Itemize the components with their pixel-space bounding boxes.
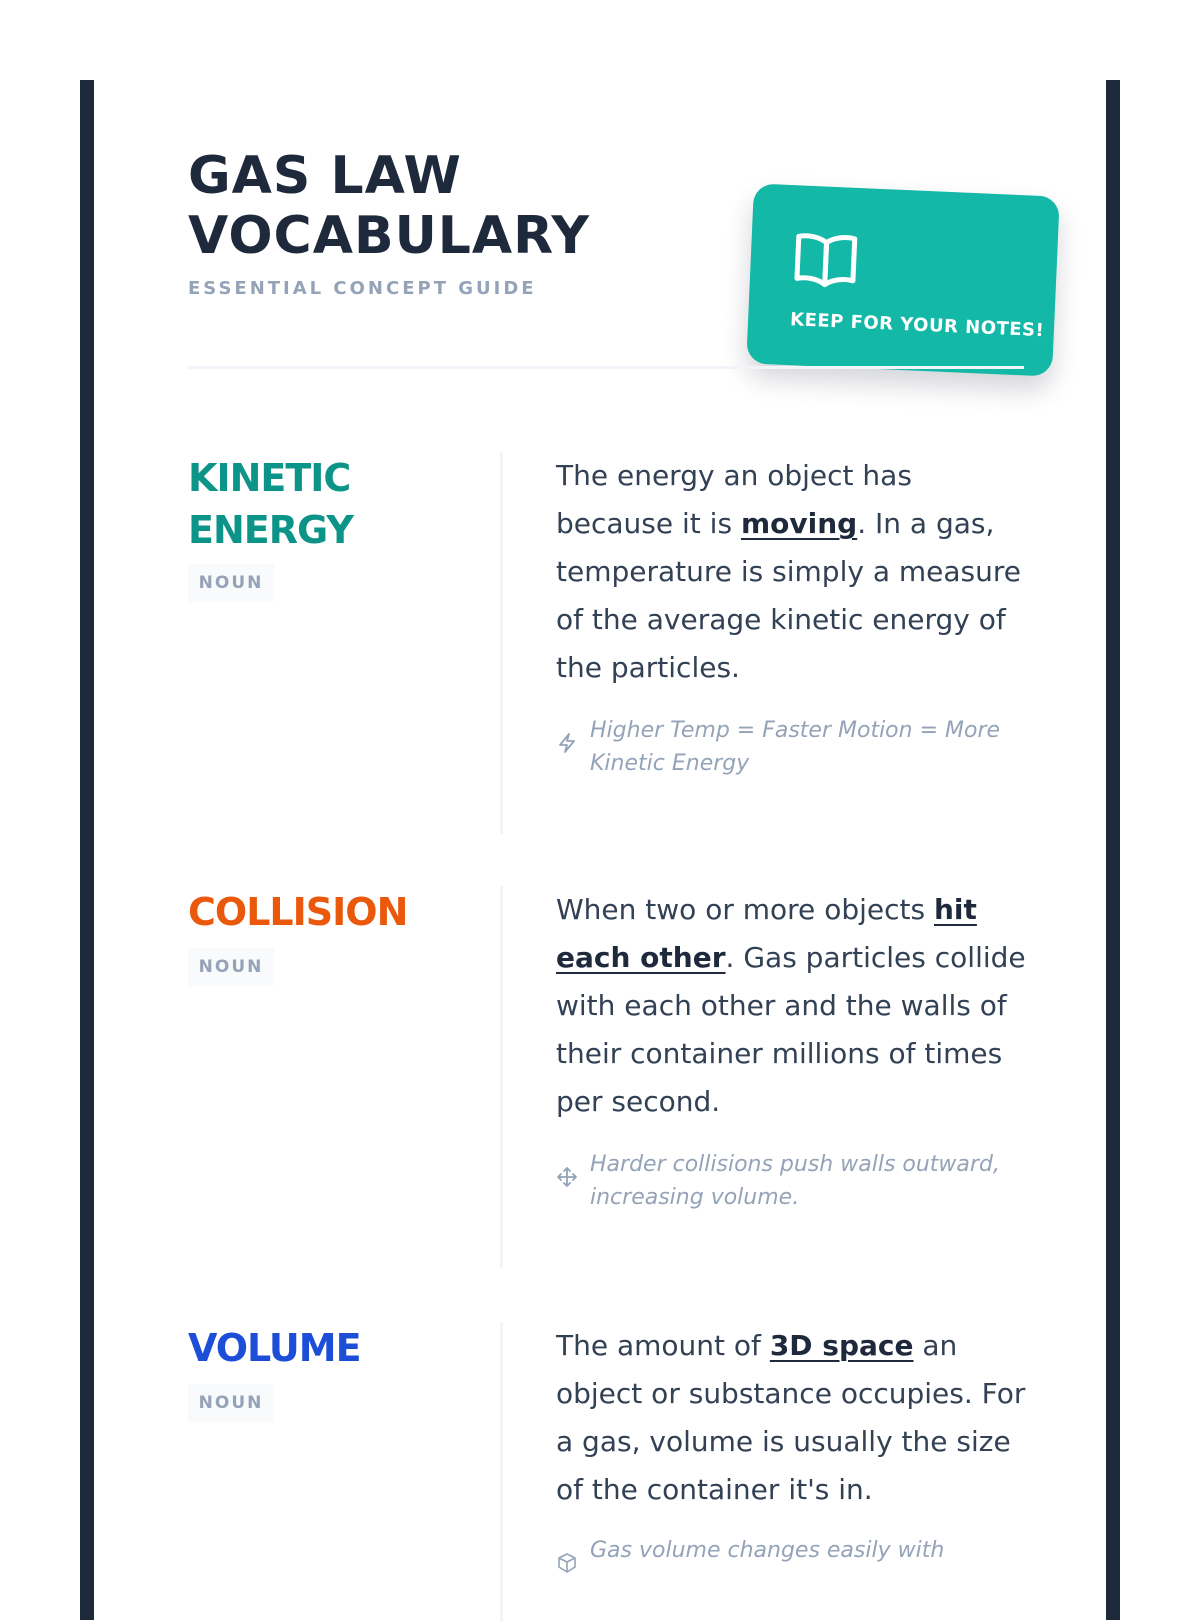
vocab-entry-kinetic-energy [188, 452, 1052, 834]
note-text: Harder collisions push walls outward, increasing volume. [590, 1152, 1000, 1210]
part-of-speech-tag: NOUN [188, 1384, 274, 1422]
definition-key-term: moving [740, 507, 858, 540]
column-divider [500, 886, 503, 1268]
title-line-2: VOCABULARY [188, 206, 591, 266]
usage-note [556, 1148, 1036, 1218]
vocab-entry-collision [188, 886, 1052, 1268]
badge-label: KEEP FOR YOUR NOTES! [789, 309, 1045, 342]
part-of-speech-tag: NOUN [188, 948, 274, 986]
note-text: Higher Temp = Faster Motion = More Kinetic Energy [590, 718, 1001, 776]
usage-note [556, 714, 1036, 784]
vocabulary-sheet [80, 80, 1120, 1620]
move-arrows-icon [556, 1166, 578, 1188]
column-divider [500, 452, 503, 834]
usage-note [556, 1534, 1036, 1604]
term-line-2: ENERGY [188, 508, 353, 552]
page-subtitle: ESSENTIAL CONCEPT GUIDE [188, 278, 537, 299]
term-title: VOLUME [188, 1326, 361, 1370]
definition [556, 1322, 1036, 1514]
title-line-1: GAS LAW [188, 146, 462, 206]
page-title [188, 146, 668, 266]
part-of-speech-tag: NOUN [188, 564, 274, 602]
header [188, 140, 1052, 342]
definition-text-end: . In a gas, temperature is simply a measure of the average kinetic energy of the particles. [556, 507, 1022, 684]
definition-key-term: 3D space [769, 1329, 914, 1362]
definition-text-start: When two or more objects [556, 893, 934, 926]
lightning-icon [556, 732, 578, 754]
term-title [188, 452, 458, 556]
notes-badge [746, 183, 1060, 376]
column-divider [500, 1322, 503, 1622]
cube-icon [556, 1552, 578, 1574]
definition-text-end: . Gas particles collide with each other and the walls of their container millions of times per second. [556, 941, 1026, 1118]
header-divider [188, 366, 1024, 369]
open-book-icon [792, 229, 860, 290]
definition-text-end: an object or substance occupies. For a gas, volume is usually the size of the container it's in. [556, 1329, 1026, 1506]
note-text: Gas volume changes easily with [590, 1538, 945, 1563]
vocab-entry-volume [188, 1322, 1052, 1622]
term-line-1: KINETIC [188, 456, 351, 500]
definition-key-term: hit each other [556, 893, 977, 974]
definition [556, 452, 1036, 692]
term-title: COLLISION [188, 890, 408, 934]
definition-text-start: The amount of [556, 1329, 770, 1362]
definition [556, 886, 1036, 1126]
definition-text-start: The energy an object has because it is [556, 459, 912, 540]
